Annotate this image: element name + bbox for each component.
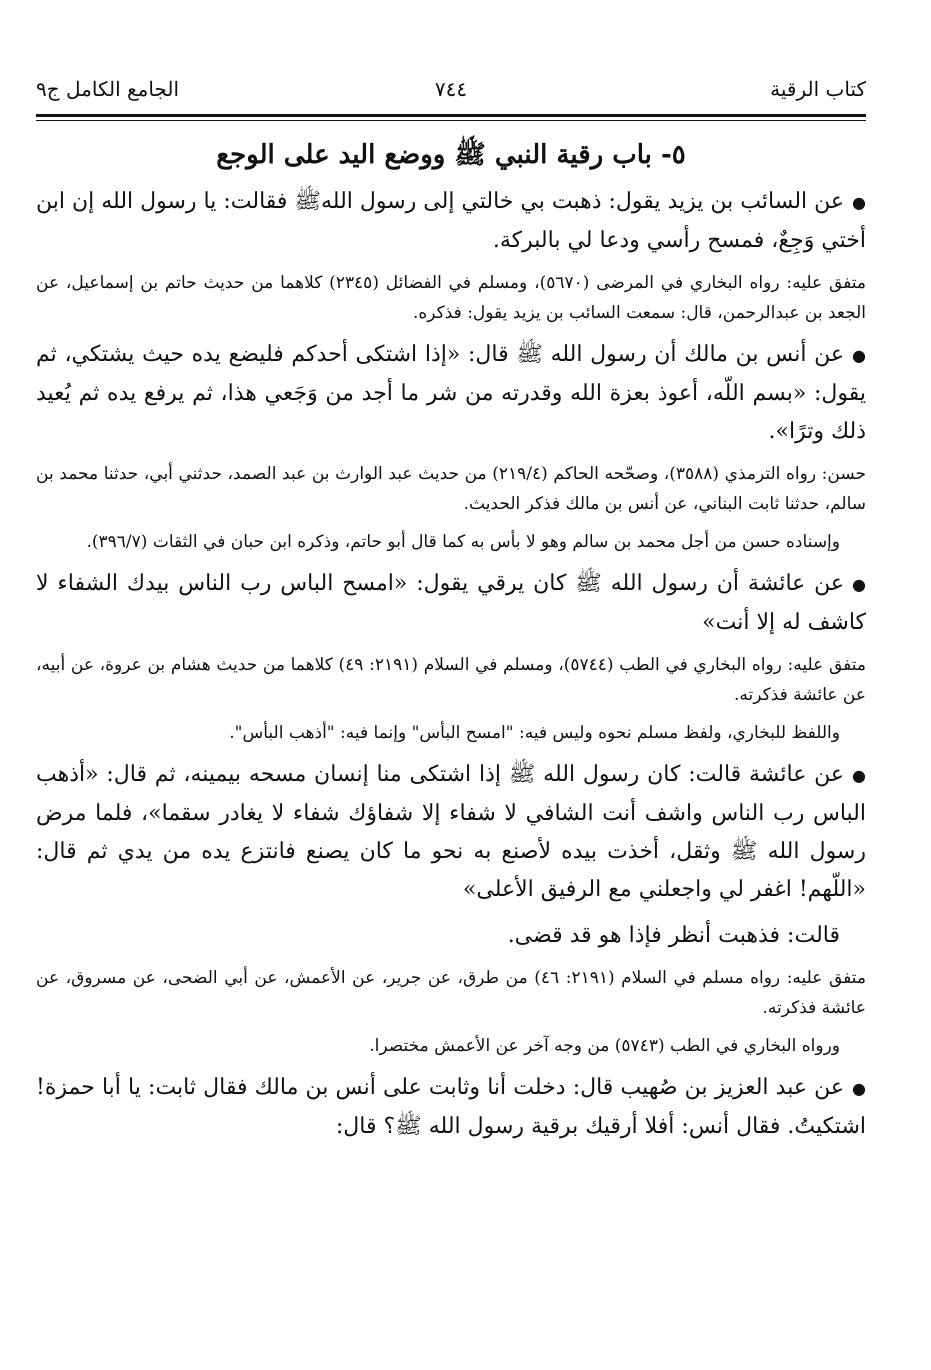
hadith-paragraph	[36, 336, 866, 451]
bullet-marker: ●	[852, 193, 866, 212]
header-rule-thick	[36, 114, 866, 117]
book-page	[36, 62, 866, 1154]
text-blocks	[36, 183, 866, 1146]
hadith-paragraph	[36, 756, 866, 909]
takhrij-note: متفق عليه: رواه البخاري في الطب (٥٧٤٤)، ومسلم في السلام (٢١٩١: ٤٩) كلاهما من حديث هشام بن عروة، عن أبيه، عن عائشة فذكرته.	[36, 655, 866, 705]
hadith-text: عن السائب بن يزيد يقول: ذهبت بي خالتي إلى رسول اللهﷺ فقالت: يا رسول الله إن ابن أختي وَجِعٌ، فمسح رأسي ودعا لي بالبركة.	[36, 189, 866, 253]
page-content	[36, 135, 866, 1146]
book-section-title: كتاب الرقية	[770, 77, 866, 101]
hadith-text: عن عبد العزيز بن صُهيب قال: دخلت أنا وثابت على أنس بن مالك فقال ثابت: يا أبا حمزة! اشتكيتُ. فقال أنس: أفلا أرقيك برقية رسول الله ﷺ؟ قال:	[36, 1075, 866, 1139]
hadith-text: عن أنس بن مالك أن رسول الله ﷺ قال: «إذا اشتكى أحدكم فليضع يده حيث يشتكي، ثم يقول: «بسم اللّه، أعوذ بعزة الله وقدرته من شر ما أجد من وَجَعي هذا، ثم يرفع يده ثم يُعيد ذلك وترًا».	[36, 342, 866, 444]
takhrij-note: ورواه البخاري في الطب (٥٧٤٣) من وجه آخر عن الأعمش مختصرا.	[369, 1036, 840, 1056]
hadith-text: عن عائشة قالت: كان رسول الله ﷺ إذا اشتكى منا إنسان مسحه بيمينه، ثم قال: «أذهب الباس رب الناس واشف أنت الشافي لا شفاء إلا شفاؤك شفاء لا يغادر سقما»، فلما مرض رسول الله ﷺ وثقل، أخذت بيده لأصنع به نحو ما كان يصنع فانتزع يده من يدي ثم قال: «اللّهم! اغفر لي واجعلني مع الرفيق الأعلى»	[36, 762, 866, 902]
book-title-volume: الجامع الكامل ج٩	[36, 77, 180, 101]
takhrij-note: متفق عليه: رواه البخاري في المرضى (٥٦٧٠)، ومسلم في الفضائل (٢٣٤٥) كلاهما من حديث حاتم بن إسماعيل، عن الجعد بن عبدالرحمن، قال: سمعت السائب بن يزيد يقول: فذكره.	[36, 273, 866, 323]
hadith-paragraph	[36, 565, 866, 642]
hadith-paragraph	[36, 183, 866, 260]
takhrij-note: متفق عليه: رواه مسلم في السلام (٢١٩١: ٤٦) من طرق، عن جرير، عن الأعمش، عن أبي الضحى، عن مسروق، عن عائشة فذكرته.	[36, 968, 867, 1018]
bullet-marker: ●	[852, 575, 866, 594]
bullet-marker: ●	[852, 766, 866, 785]
takhrij-note: وإسناده حسن من أجل محمد بن سالم وهو لا بأس به كما قال أبو حاتم، وذكره ابن حبان في الثقات (٣٩٦/٧).	[86, 532, 840, 552]
hadith-continuation: قالت: فذهبت أنظر فإذا هو قد قضى.	[507, 923, 840, 948]
takhrij-note: حسن: رواه الترمذي (٣٥٨٨)، وصحّحه الحاكم (٢١٩/٤) من حديث عبد الوارث بن عبد الصمد، حدثني أبي، حدثنا محمد بن سالم، حدثنا ثابت البناني، عن أنس بن مالك فذكر الحديث.	[36, 464, 866, 514]
page-number: ٧٤٤	[434, 77, 468, 101]
hadith-text: عن عائشة أن رسول الله ﷺ كان يرقي يقول: «امسح الباس رب الناس بيدك الشفاء لا كاشف له إلا أنت»	[36, 571, 866, 635]
page-header	[36, 62, 866, 114]
takhrij-note: واللفظ للبخاري، ولفظ مسلم نحوه وليس فيه: "امسح البأس" وإنما فيه: "أذهب البأس".	[229, 723, 840, 743]
bullet-marker: ●	[852, 1079, 866, 1098]
hadith-paragraph	[36, 1069, 866, 1146]
header-rule-thin	[36, 120, 866, 121]
bullet-marker: ●	[852, 346, 866, 365]
chapter-title: ٥- باب رقية النبي ﷺ ووضع اليد على الوجع	[216, 140, 686, 170]
